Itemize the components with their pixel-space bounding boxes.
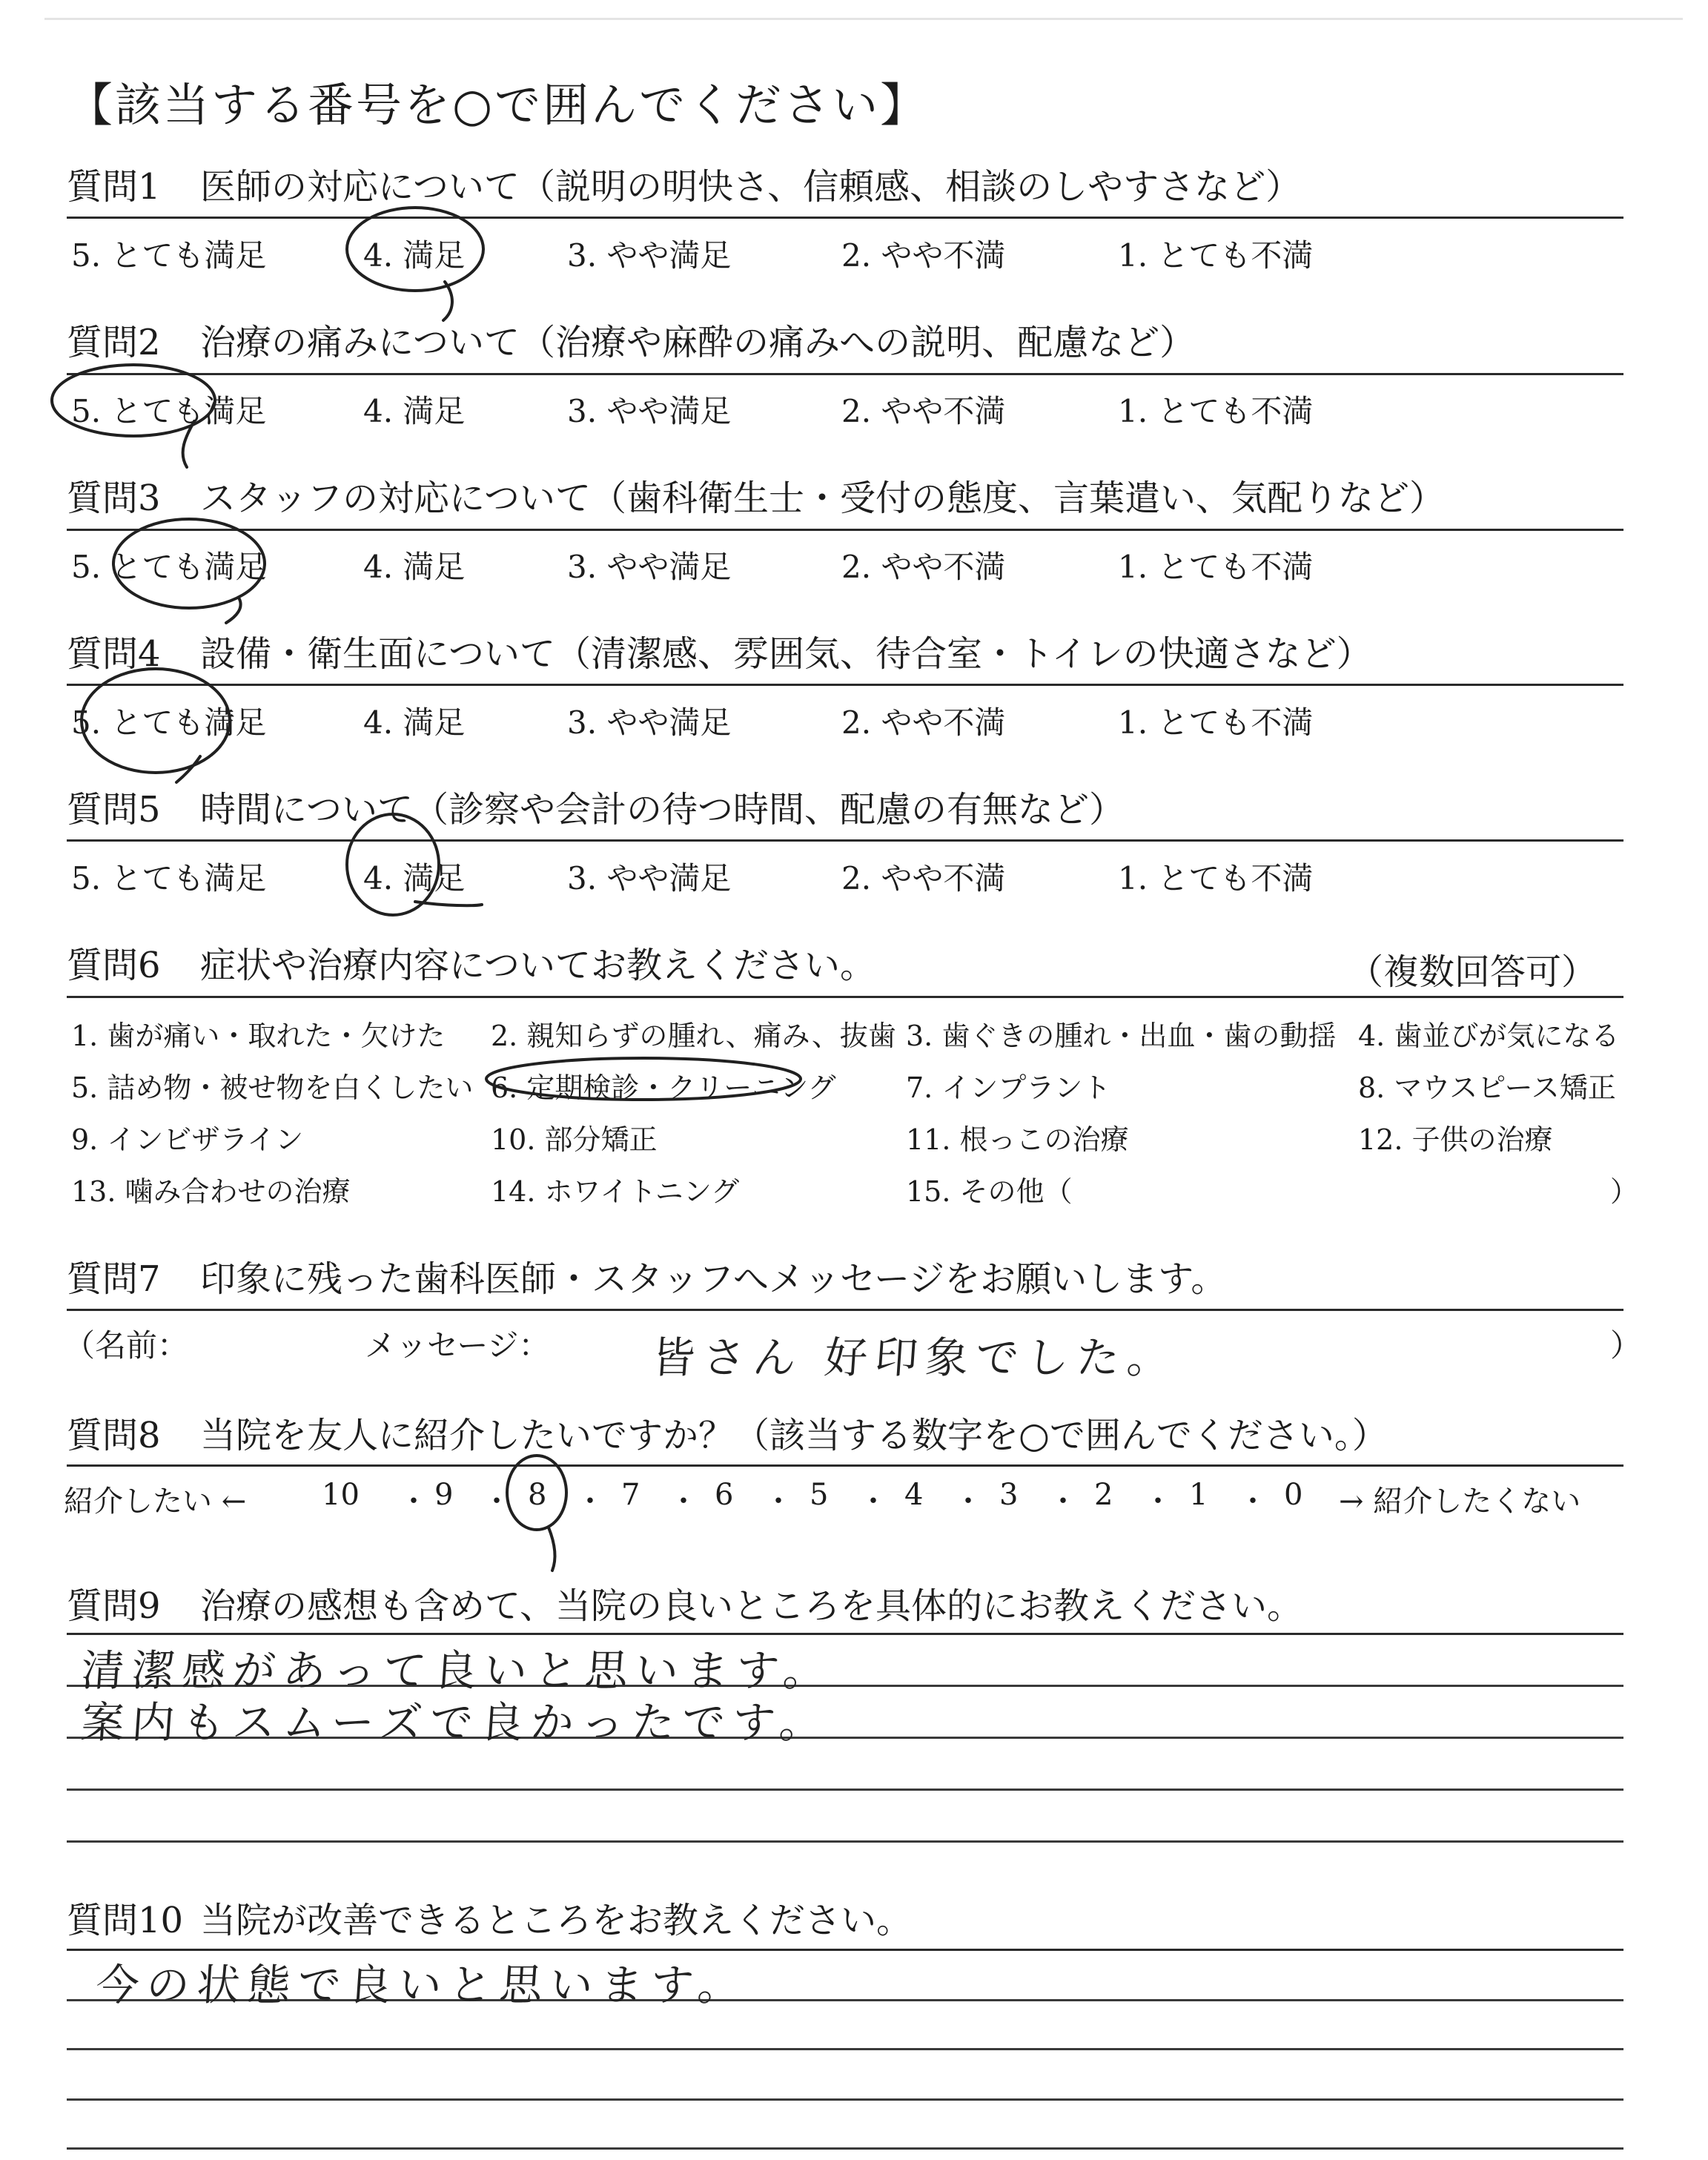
question-8 — [67, 1413, 1623, 1458]
q1-circle-tail — [443, 282, 452, 320]
option-2[interactable]: 2. やや不満 — [841, 393, 1006, 429]
symptom-option-5[interactable]: 5. 詰め物・被せ物を白くしたい — [71, 1071, 474, 1104]
question-number: 質問1 — [67, 166, 161, 208]
survey-page: 【該当する番号を○で囲んでください】 質問1 医師の対応について（説明の明快さ、信頼感、相談のしやすさなど） 5. とても満足 4. 満足 3. やや満足 2. やや不満 1. とても不満 質問2 治療の痛みについて（治療や麻酔の痛みへの説明、配慮など） 5. とても満足 4. 満足 3. やや満足 2. やや不満 1. とても不満 質問3 スタッフの対応について（歯科衛生士・受付の態度、言葉遣い、気配りなど） 5. とても満足 4. 満足 3. やや満足 2. やや不満 1. とても不満 質問4 設備・衛生面について（清潔感、雰囲気、待合室・トイレの快適さなど） 5. とても満足 4. 満足 3. やや満足 2. やや不満 1. とても不満 質問5 時間について（診察や会計の待つ時間、配慮の有無など） 5. とても満足 4. 満足 3. やや満足 2. やや不満 1. とても不満 質問6 症状や治療内容についてお教えください。 （複数回答可） 1. 歯が痛い・取れた・欠けた 2. 親知らずの腫れ、痛み、抜歯 3. 歯ぐきの腫れ・出血・歯の動揺 4. 歯並びが気になる 5. 詰め物・被せ物を白くしたい 6. 定期検診・クリーニング 7. インプラント 8. マウスピース矯正 9. インビザライン 10. 部分矯正 11. 根っこの治療 12. 子供の治療 13. 噛み合わせの治療 14. ホワイトニング 15. その他（ ） 質問7 印象に残った歯科医師・スタッフへメッセージをお願いします。 （名前： メッセージ： 皆さん 好印象でした。 ） 質問8 当院を友人に紹介したいですか？（該当する数字を○で囲んでください。） 紹介したい ← 10 ・ 9 ・ 8 ・ 7 ・ 6 ・ 5 ・ 4 ・ 3 ・ 2 ・ 1 ・ 0 → 紹介したくない 質問9 治療の感想も含めて、当院の良いところを具体的にお教えください。 清潔感があって良いと思います。 案内もスムーズで良かったです。 質問10 当院が改善できるところをお教えください。 今の状態で良いと思います。 — [0, 0, 1708, 2160]
symptom-option-1[interactable]: 1. 歯が痛い・取れた・欠けた — [71, 1020, 446, 1052]
option-1[interactable]: 1. とても不満 — [1118, 549, 1314, 585]
question-7-rule — [67, 1309, 1623, 1311]
option-3[interactable]: 3. やや満足 — [567, 860, 732, 896]
option-5[interactable]: 5. とても満足 — [71, 549, 267, 585]
question-number: 質問5 — [67, 789, 161, 830]
question-2-rule — [67, 373, 1623, 375]
scale-6[interactable]: 6 — [715, 1478, 734, 1512]
symptom-option-7[interactable]: 7. インプラント — [906, 1071, 1111, 1104]
question-text: 医師の対応について（説明の明快さ、信頼感、相談のしやすさなど） — [200, 166, 1302, 208]
scale-7[interactable]: 7 — [621, 1478, 640, 1512]
symptom-option-14[interactable]: 14. ホワイトニング — [491, 1175, 740, 1208]
scale-4[interactable]: 4 — [904, 1478, 924, 1512]
option-3[interactable]: 3. やや満足 — [567, 549, 732, 585]
option-3[interactable]: 3. やや満足 — [567, 704, 732, 741]
message-label: メッセージ： — [365, 1327, 550, 1364]
symptom-option-13[interactable]: 13. 噛み合わせの治療 — [71, 1175, 351, 1208]
question-number: 質問8 — [67, 1415, 161, 1456]
option-4[interactable]: 4. 満足 — [363, 393, 466, 429]
option-4[interactable]: 4. 満足 — [363, 549, 466, 585]
scale-0[interactable]: 0 — [1284, 1478, 1303, 1512]
q4-circle-tail — [176, 756, 200, 782]
option-1[interactable]: 1. とても不満 — [1118, 237, 1314, 274]
question-7 — [67, 1257, 1623, 1301]
option-3[interactable]: 3. やや満足 — [567, 393, 732, 429]
handwritten-answer-line-1[interactable]: 今の状態で良いと思います。 — [94, 1960, 750, 2010]
scale-10[interactable]: 10 — [322, 1478, 360, 1512]
question-number: 質問9 — [67, 1585, 161, 1627]
option-2[interactable]: 2. やや不満 — [841, 704, 1006, 741]
question-text: 治療の感想も含めて、当院の良いところを具体的にお教えください。 — [200, 1585, 1303, 1627]
option-5[interactable]: 5. とても満足 — [71, 860, 267, 896]
question-number: 質問3 — [67, 478, 161, 519]
symptom-option-10[interactable]: 10. 部分矯正 — [491, 1123, 658, 1156]
option-2[interactable]: 2. やや不満 — [841, 549, 1006, 585]
symptom-option-9[interactable]: 9. インビザライン — [71, 1123, 304, 1156]
multiple-answers-note: （複数回答可） — [1347, 951, 1597, 993]
scale-9[interactable]: 9 — [434, 1478, 454, 1512]
option-1[interactable]: 1. とても不満 — [1118, 393, 1314, 429]
q3-circle-tail — [226, 598, 241, 623]
q5-circle-tail — [415, 902, 482, 905]
option-5[interactable]: 5. とても満足 — [71, 704, 267, 741]
scale-8[interactable]: 8 — [528, 1478, 547, 1512]
question-4 — [67, 632, 1623, 676]
scale-1[interactable]: 1 — [1189, 1478, 1208, 1512]
recommend-right-label: → 紹介したくない — [1339, 1484, 1581, 1519]
symptom-option-15[interactable]: 15. その他（ — [906, 1175, 1073, 1208]
symptom-option-8[interactable]: 8. マウスピース矯正 — [1358, 1071, 1616, 1104]
question-3-rule — [67, 529, 1623, 531]
handwritten-answer-line-2[interactable]: 案内もスムーズで良かったです。 — [79, 1697, 832, 1748]
question-text: 症状や治療内容についてお教えください。 — [200, 945, 876, 986]
answer-line — [67, 2048, 1623, 2050]
option-3[interactable]: 3. やや満足 — [567, 237, 732, 274]
symptom-option-12[interactable]: 12. 子供の治療 — [1358, 1123, 1553, 1156]
answer-line — [67, 2147, 1623, 2150]
question-10 — [67, 1898, 1623, 1943]
other-close-paren: ） — [1610, 1175, 1639, 1208]
option-2[interactable]: 2. やや不満 — [841, 237, 1006, 274]
question-text: 設備・衛生面について（清潔感、雰囲気、待合室・トイレの快適さなど） — [200, 633, 1372, 675]
top-edge-line — [44, 18, 1683, 20]
scale-2[interactable]: 2 — [1094, 1478, 1113, 1512]
question-1 — [67, 165, 1623, 209]
question-8-rule — [67, 1464, 1623, 1467]
question-number: 質問4 — [67, 633, 161, 675]
question-number: 質問10 — [67, 1900, 184, 1941]
q8-circle-tail — [549, 1527, 555, 1571]
instructions-header: 【該当する番号を○で囲んでください】 — [67, 78, 929, 132]
question-text: 治療の痛みについて（治療や麻酔の痛みへの説明、配慮など） — [200, 322, 1196, 363]
question-9-rule — [67, 1633, 1623, 1635]
option-4[interactable]: 4. 満足 — [363, 860, 466, 896]
question-5 — [67, 787, 1623, 832]
question-6-rule — [67, 996, 1623, 998]
symptom-option-6[interactable]: 6. 定期検診・クリーニング — [491, 1071, 836, 1104]
question-text: 時間について（診察や会計の待つ時間、配慮の有無など） — [200, 789, 1125, 830]
answer-line — [67, 1789, 1623, 1791]
symptom-option-2[interactable]: 2. 親知らずの腫れ、痛み、抜歯 — [491, 1020, 896, 1052]
scale-5[interactable]: 5 — [810, 1478, 829, 1512]
handwritten-answer-line-1[interactable]: 清潔感があって良いと思います。 — [79, 1645, 835, 1696]
answer-line — [67, 1840, 1623, 1843]
question-9 — [67, 1584, 1623, 1628]
option-2[interactable]: 2. やや不満 — [841, 860, 1006, 896]
symptom-option-4[interactable]: 4. 歯並びが気になる — [1358, 1020, 1620, 1052]
question-text: スタッフの対応について（歯科衛生士・受付の態度、言葉遣い、気配りなど） — [200, 478, 1446, 519]
scale-3[interactable]: 3 — [999, 1478, 1019, 1512]
recommend-left-label: 紹介したい ← — [64, 1484, 247, 1519]
question-1-rule — [67, 217, 1623, 219]
name-label: （名前： — [64, 1327, 189, 1364]
option-5[interactable]: 5. とても満足 — [71, 393, 267, 429]
answer-line — [67, 2098, 1623, 2101]
option-1[interactable]: 1. とても不満 — [1118, 704, 1314, 741]
question-3 — [67, 476, 1623, 521]
option-1[interactable]: 1. とても不満 — [1118, 860, 1314, 896]
option-4[interactable]: 4. 満足 — [363, 704, 466, 741]
handwritten-message[interactable]: 皆さん 好印象でした。 — [650, 1332, 1179, 1383]
question-number: 質問6 — [67, 945, 161, 986]
question-text: 印象に残った歯科医師・スタッフへメッセージをお願いします。 — [200, 1258, 1227, 1300]
question-4-rule — [67, 684, 1623, 686]
question-number: 質問2 — [67, 322, 161, 363]
question-text: 当院を友人に紹介したいですか？（該当する数字を○で囲んでください。） — [200, 1415, 1388, 1456]
symptom-option-11[interactable]: 11. 根っこの治療 — [906, 1123, 1129, 1156]
question-text: 当院が改善できるところをお教えください。 — [200, 1900, 913, 1941]
message-close-paren: ） — [1610, 1327, 1642, 1364]
question-number: 質問7 — [67, 1258, 161, 1300]
symptom-option-3[interactable]: 3. 歯ぐきの腫れ・出血・歯の動揺 — [906, 1020, 1337, 1052]
question-5-rule — [67, 839, 1623, 842]
option-4[interactable]: 4. 満足 — [363, 237, 466, 274]
option-5[interactable]: 5. とても満足 — [71, 237, 267, 274]
question-2 — [67, 320, 1623, 365]
